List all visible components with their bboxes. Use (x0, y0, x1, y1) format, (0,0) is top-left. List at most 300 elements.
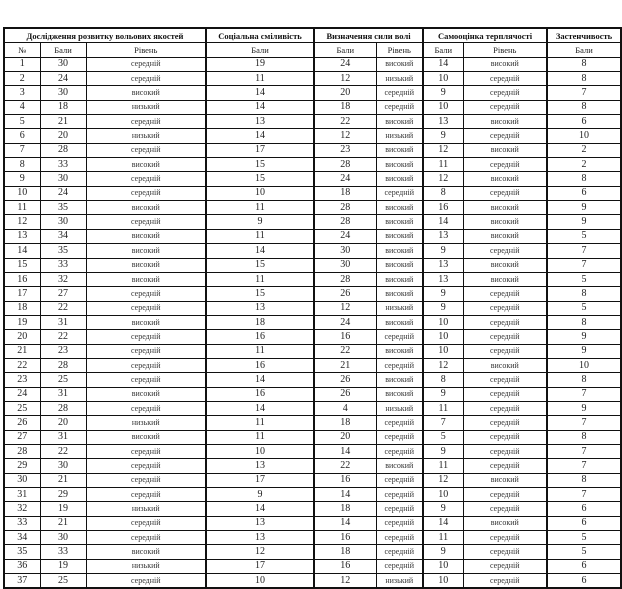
table-row (4, 358, 621, 372)
cell-volition-level: середній (86, 115, 206, 129)
cell-shyness-score: 8 (547, 100, 621, 114)
cell-volition-score: 25 (40, 373, 86, 387)
group-header-volitional: Дослідження розвитку вольових якостей (4, 28, 206, 43)
cell-willpower-level: середній (376, 488, 423, 502)
cell-social-score: 11 (206, 344, 314, 358)
cell-willpower-level: високий (376, 115, 423, 129)
sub-header-row (4, 43, 621, 57)
table-row (4, 72, 621, 86)
cell-willpower-level: високий (376, 459, 423, 473)
table-row (4, 272, 621, 286)
cell-willpower-score: 16 (314, 531, 376, 545)
cell-volition-score: 31 (40, 387, 86, 401)
cell-shyness-score: 6 (547, 186, 621, 200)
cell-patience-score: 12 (423, 143, 463, 157)
cell-volition-score: 35 (40, 201, 86, 215)
cell-social-score: 17 (206, 559, 314, 573)
cell-volition-score: 24 (40, 186, 86, 200)
cell-shyness-score: 7 (547, 459, 621, 473)
table-row (4, 502, 621, 516)
table-row (4, 186, 621, 200)
cell-shyness-score: 8 (547, 287, 621, 301)
cell-patience-score: 8 (423, 186, 463, 200)
cell-willpower-score: 14 (314, 516, 376, 530)
cell-willpower-level: низький (376, 574, 423, 589)
cell-volition-level: середній (86, 473, 206, 487)
table-row (4, 387, 621, 401)
cell-shyness-score: 7 (547, 416, 621, 430)
cell-patience-level: середній (463, 373, 547, 387)
cell-willpower-level: низький (376, 72, 423, 86)
cell-number: 9 (4, 172, 40, 186)
table-row (4, 172, 621, 186)
cell-patience-level: середній (463, 186, 547, 200)
table-row (4, 158, 621, 172)
cell-volition-score: 20 (40, 416, 86, 430)
cell-volition-level: середній (86, 330, 206, 344)
cell-number: 2 (4, 72, 40, 86)
table-row (4, 444, 621, 458)
cell-volition-score: 28 (40, 143, 86, 157)
cell-shyness-score: 9 (547, 330, 621, 344)
cell-social-score: 14 (206, 244, 314, 258)
cell-volition-score: 32 (40, 272, 86, 286)
cell-volition-score: 27 (40, 287, 86, 301)
cell-number: 3 (4, 86, 40, 100)
subheader-level: Рівень (86, 43, 206, 57)
cell-volition-level: високий (86, 158, 206, 172)
cell-shyness-score: 6 (547, 559, 621, 573)
cell-volition-level: високий (86, 86, 206, 100)
cell-shyness-score: 5 (547, 229, 621, 243)
cell-patience-score: 9 (423, 502, 463, 516)
cell-patience-score: 12 (423, 473, 463, 487)
cell-willpower-score: 12 (314, 301, 376, 315)
cell-shyness-score: 9 (547, 201, 621, 215)
cell-social-score: 10 (206, 574, 314, 589)
cell-social-score: 15 (206, 158, 314, 172)
cell-social-score: 16 (206, 387, 314, 401)
cell-volition-level: низький (86, 129, 206, 143)
cell-social-score: 13 (206, 301, 314, 315)
cell-patience-level: високий (463, 516, 547, 530)
cell-patience-score: 11 (423, 401, 463, 415)
cell-willpower-score: 23 (314, 143, 376, 157)
table-row (4, 301, 621, 315)
cell-willpower-level: високий (376, 201, 423, 215)
cell-volition-score: 29 (40, 488, 86, 502)
cell-patience-level: середній (463, 330, 547, 344)
cell-volition-score: 22 (40, 444, 86, 458)
table-row (4, 344, 621, 358)
table-row (4, 201, 621, 215)
cell-willpower-score: 18 (314, 545, 376, 559)
cell-shyness-score: 9 (547, 401, 621, 415)
cell-volition-level: середній (86, 401, 206, 415)
cell-shyness-score: 6 (547, 516, 621, 530)
cell-patience-score: 13 (423, 229, 463, 243)
cell-number: 35 (4, 545, 40, 559)
cell-volition-level: низький (86, 100, 206, 114)
cell-number: 1 (4, 57, 40, 71)
cell-number: 23 (4, 373, 40, 387)
cell-patience-level: середній (463, 574, 547, 589)
cell-volition-level: середній (86, 373, 206, 387)
cell-willpower-level: високий (376, 229, 423, 243)
cell-willpower-level: високий (376, 373, 423, 387)
table-row (4, 330, 621, 344)
table-row (4, 258, 621, 272)
cell-number: 27 (4, 430, 40, 444)
cell-shyness-score: 2 (547, 143, 621, 157)
cell-willpower-level: низький (376, 401, 423, 415)
cell-social-score: 13 (206, 531, 314, 545)
table-row (4, 86, 621, 100)
table-row (4, 459, 621, 473)
subheader-score: Бали (423, 43, 463, 57)
cell-social-score: 18 (206, 315, 314, 329)
table-row (4, 488, 621, 502)
cell-social-score: 14 (206, 502, 314, 516)
cell-patience-level: середній (463, 459, 547, 473)
cell-shyness-score: 10 (547, 358, 621, 372)
cell-volition-score: 30 (40, 57, 86, 71)
cell-willpower-level: середній (376, 531, 423, 545)
cell-willpower-score: 20 (314, 86, 376, 100)
cell-patience-level: високий (463, 115, 547, 129)
cell-patience-score: 10 (423, 100, 463, 114)
table-row (4, 129, 621, 143)
cell-willpower-score: 28 (314, 158, 376, 172)
cell-willpower-level: середній (376, 100, 423, 114)
cell-shyness-score: 6 (547, 115, 621, 129)
cell-number: 15 (4, 258, 40, 272)
table-row (4, 229, 621, 243)
cell-patience-score: 13 (423, 115, 463, 129)
cell-willpower-score: 14 (314, 444, 376, 458)
cell-patience-level: середній (463, 502, 547, 516)
cell-shyness-score: 8 (547, 473, 621, 487)
results-table-container (3, 27, 620, 589)
cell-number: 16 (4, 272, 40, 286)
group-header-shyness: Застенчивость (547, 28, 621, 43)
cell-willpower-score: 28 (314, 215, 376, 229)
cell-volition-level: високий (86, 244, 206, 258)
cell-social-score: 12 (206, 545, 314, 559)
cell-willpower-level: високий (376, 258, 423, 272)
cell-patience-score: 9 (423, 244, 463, 258)
cell-number: 25 (4, 401, 40, 415)
cell-shyness-score: 8 (547, 57, 621, 71)
cell-willpower-level: високий (376, 344, 423, 358)
cell-willpower-score: 21 (314, 358, 376, 372)
cell-social-score: 14 (206, 100, 314, 114)
cell-shyness-score: 7 (547, 387, 621, 401)
cell-patience-score: 11 (423, 459, 463, 473)
subheader-score: Бали (314, 43, 376, 57)
cell-patience-level: високий (463, 57, 547, 71)
cell-willpower-level: середній (376, 358, 423, 372)
cell-volition-level: середній (86, 186, 206, 200)
table-row (4, 100, 621, 114)
cell-number: 8 (4, 158, 40, 172)
cell-volition-level: високий (86, 272, 206, 286)
cell-patience-score: 10 (423, 574, 463, 589)
cell-willpower-level: середній (376, 502, 423, 516)
cell-social-score: 10 (206, 444, 314, 458)
cell-patience-score: 13 (423, 272, 463, 286)
cell-social-score: 16 (206, 358, 314, 372)
cell-volition-score: 24 (40, 72, 86, 86)
cell-willpower-level: високий (376, 143, 423, 157)
cell-patience-level: середній (463, 158, 547, 172)
cell-volition-score: 21 (40, 516, 86, 530)
table-row (4, 315, 621, 329)
cell-volition-score: 35 (40, 244, 86, 258)
cell-shyness-score: 8 (547, 172, 621, 186)
cell-volition-level: середній (86, 57, 206, 71)
cell-social-score: 9 (206, 215, 314, 229)
cell-volition-score: 21 (40, 473, 86, 487)
cell-shyness-score: 9 (547, 344, 621, 358)
cell-volition-level: середній (86, 444, 206, 458)
cell-number: 29 (4, 459, 40, 473)
cell-volition-score: 30 (40, 172, 86, 186)
cell-volition-level: середній (86, 143, 206, 157)
cell-patience-score: 9 (423, 387, 463, 401)
cell-willpower-score: 24 (314, 229, 376, 243)
table-row (4, 416, 621, 430)
table-row (4, 115, 621, 129)
cell-social-score: 16 (206, 330, 314, 344)
cell-willpower-level: середній (376, 473, 423, 487)
cell-volition-score: 30 (40, 459, 86, 473)
cell-patience-score: 11 (423, 531, 463, 545)
cell-number: 22 (4, 358, 40, 372)
cell-volition-level: середній (86, 287, 206, 301)
cell-patience-score: 10 (423, 488, 463, 502)
cell-volition-score: 30 (40, 215, 86, 229)
cell-patience-score: 14 (423, 57, 463, 71)
cell-patience-score: 10 (423, 344, 463, 358)
cell-volition-score: 21 (40, 115, 86, 129)
cell-volition-score: 33 (40, 258, 86, 272)
cell-patience-level: високий (463, 258, 547, 272)
cell-patience-score: 9 (423, 545, 463, 559)
cell-shyness-score: 6 (547, 502, 621, 516)
cell-willpower-level: низький (376, 129, 423, 143)
cell-volition-level: високий (86, 430, 206, 444)
cell-shyness-score: 2 (547, 158, 621, 172)
cell-patience-score: 14 (423, 215, 463, 229)
cell-patience-score: 8 (423, 373, 463, 387)
cell-patience-level: середній (463, 129, 547, 143)
cell-shyness-score: 8 (547, 315, 621, 329)
cell-willpower-level: середній (376, 416, 423, 430)
table-row (4, 287, 621, 301)
subheader-number: № (4, 43, 40, 57)
cell-willpower-level: високий (376, 172, 423, 186)
cell-number: 36 (4, 559, 40, 573)
cell-patience-score: 10 (423, 559, 463, 573)
cell-volition-level: середній (86, 488, 206, 502)
cell-social-score: 11 (206, 72, 314, 86)
cell-patience-score: 9 (423, 86, 463, 100)
table-row (4, 559, 621, 573)
cell-patience-score: 10 (423, 330, 463, 344)
cell-shyness-score: 5 (547, 301, 621, 315)
table-row (4, 545, 621, 559)
cell-willpower-level: високий (376, 57, 423, 71)
cell-willpower-score: 26 (314, 373, 376, 387)
cell-social-score: 15 (206, 172, 314, 186)
cell-willpower-score: 12 (314, 72, 376, 86)
cell-willpower-level: середній (376, 545, 423, 559)
cell-willpower-level: високий (376, 244, 423, 258)
cell-number: 6 (4, 129, 40, 143)
cell-shyness-score: 5 (547, 272, 621, 286)
cell-patience-level: середній (463, 244, 547, 258)
cell-shyness-score: 8 (547, 72, 621, 86)
cell-patience-level: високий (463, 358, 547, 372)
cell-willpower-score: 16 (314, 473, 376, 487)
cell-volition-level: низький (86, 502, 206, 516)
cell-willpower-score: 26 (314, 387, 376, 401)
cell-willpower-level: середній (376, 86, 423, 100)
cell-social-score: 11 (206, 430, 314, 444)
cell-volition-level: високий (86, 545, 206, 559)
cell-willpower-score: 28 (314, 272, 376, 286)
cell-social-score: 14 (206, 86, 314, 100)
subheader-level: Рівень (463, 43, 547, 57)
cell-number: 31 (4, 488, 40, 502)
subheader-score: Бали (40, 43, 86, 57)
cell-social-score: 11 (206, 229, 314, 243)
cell-patience-level: середній (463, 315, 547, 329)
cell-number: 11 (4, 201, 40, 215)
cell-volition-score: 30 (40, 531, 86, 545)
cell-patience-score: 14 (423, 516, 463, 530)
cell-willpower-score: 14 (314, 488, 376, 502)
cell-patience-score: 10 (423, 72, 463, 86)
cell-shyness-score: 7 (547, 258, 621, 272)
cell-shyness-score: 7 (547, 86, 621, 100)
group-header-willpower: Визначення сили волі (314, 28, 423, 43)
cell-patience-level: високий (463, 172, 547, 186)
cell-shyness-score: 5 (547, 531, 621, 545)
cell-willpower-level: середній (376, 516, 423, 530)
cell-number: 18 (4, 301, 40, 315)
cell-patience-level: високий (463, 473, 547, 487)
cell-willpower-score: 16 (314, 559, 376, 573)
cell-volition-score: 23 (40, 344, 86, 358)
cell-number: 28 (4, 444, 40, 458)
group-header-patience: Самооцінка терплячості (423, 28, 547, 43)
cell-patience-level: середній (463, 430, 547, 444)
cell-number: 5 (4, 115, 40, 129)
cell-shyness-score: 8 (547, 430, 621, 444)
cell-willpower-score: 30 (314, 244, 376, 258)
table-row (4, 244, 621, 258)
cell-shyness-score: 9 (547, 215, 621, 229)
cell-patience-score: 7 (423, 416, 463, 430)
cell-willpower-level: середній (376, 559, 423, 573)
cell-number: 14 (4, 244, 40, 258)
cell-number: 24 (4, 387, 40, 401)
cell-willpower-level: високий (376, 158, 423, 172)
cell-willpower-level: середній (376, 330, 423, 344)
cell-number: 30 (4, 473, 40, 487)
cell-volition-level: низький (86, 559, 206, 573)
table-row (4, 373, 621, 387)
cell-patience-level: середній (463, 559, 547, 573)
cell-willpower-score: 24 (314, 57, 376, 71)
cell-volition-level: високий (86, 258, 206, 272)
cell-patience-score: 12 (423, 358, 463, 372)
cell-volition-level: середній (86, 459, 206, 473)
cell-shyness-score: 8 (547, 373, 621, 387)
cell-volition-level: високий (86, 201, 206, 215)
table-row (4, 215, 621, 229)
table-row (4, 473, 621, 487)
cell-willpower-score: 18 (314, 186, 376, 200)
group-header-social-courage: Соціальна сміливість (206, 28, 314, 43)
cell-number: 34 (4, 531, 40, 545)
cell-patience-level: середній (463, 86, 547, 100)
cell-willpower-level: високий (376, 315, 423, 329)
cell-willpower-level: високий (376, 215, 423, 229)
cell-volition-score: 28 (40, 358, 86, 372)
cell-patience-level: високий (463, 143, 547, 157)
cell-patience-level: середній (463, 344, 547, 358)
cell-willpower-score: 12 (314, 129, 376, 143)
subheader-level: Рівень (376, 43, 423, 57)
cell-willpower-score: 20 (314, 430, 376, 444)
table-row (4, 143, 621, 157)
cell-patience-score: 9 (423, 444, 463, 458)
table-row (4, 531, 621, 545)
table-row (4, 516, 621, 530)
cell-patience-score: 9 (423, 301, 463, 315)
cell-willpower-score: 24 (314, 172, 376, 186)
cell-social-score: 11 (206, 416, 314, 430)
cell-social-score: 15 (206, 287, 314, 301)
cell-willpower-score: 18 (314, 502, 376, 516)
cell-patience-level: середній (463, 444, 547, 458)
cell-willpower-score: 12 (314, 574, 376, 589)
cell-volition-score: 31 (40, 430, 86, 444)
cell-patience-level: високий (463, 272, 547, 286)
cell-patience-score: 9 (423, 287, 463, 301)
cell-willpower-score: 26 (314, 287, 376, 301)
cell-patience-level: середній (463, 287, 547, 301)
cell-shyness-score: 7 (547, 244, 621, 258)
cell-willpower-level: середній (376, 430, 423, 444)
cell-patience-score: 12 (423, 172, 463, 186)
cell-social-score: 9 (206, 488, 314, 502)
cell-number: 17 (4, 287, 40, 301)
cell-willpower-score: 30 (314, 258, 376, 272)
cell-volition-level: середній (86, 574, 206, 589)
cell-shyness-score: 6 (547, 574, 621, 589)
cell-patience-level: середній (463, 301, 547, 315)
cell-volition-score: 30 (40, 86, 86, 100)
cell-number: 37 (4, 574, 40, 589)
cell-patience-level: високий (463, 215, 547, 229)
cell-volition-score: 22 (40, 330, 86, 344)
cell-volition-level: високий (86, 315, 206, 329)
cell-patience-level: середній (463, 488, 547, 502)
